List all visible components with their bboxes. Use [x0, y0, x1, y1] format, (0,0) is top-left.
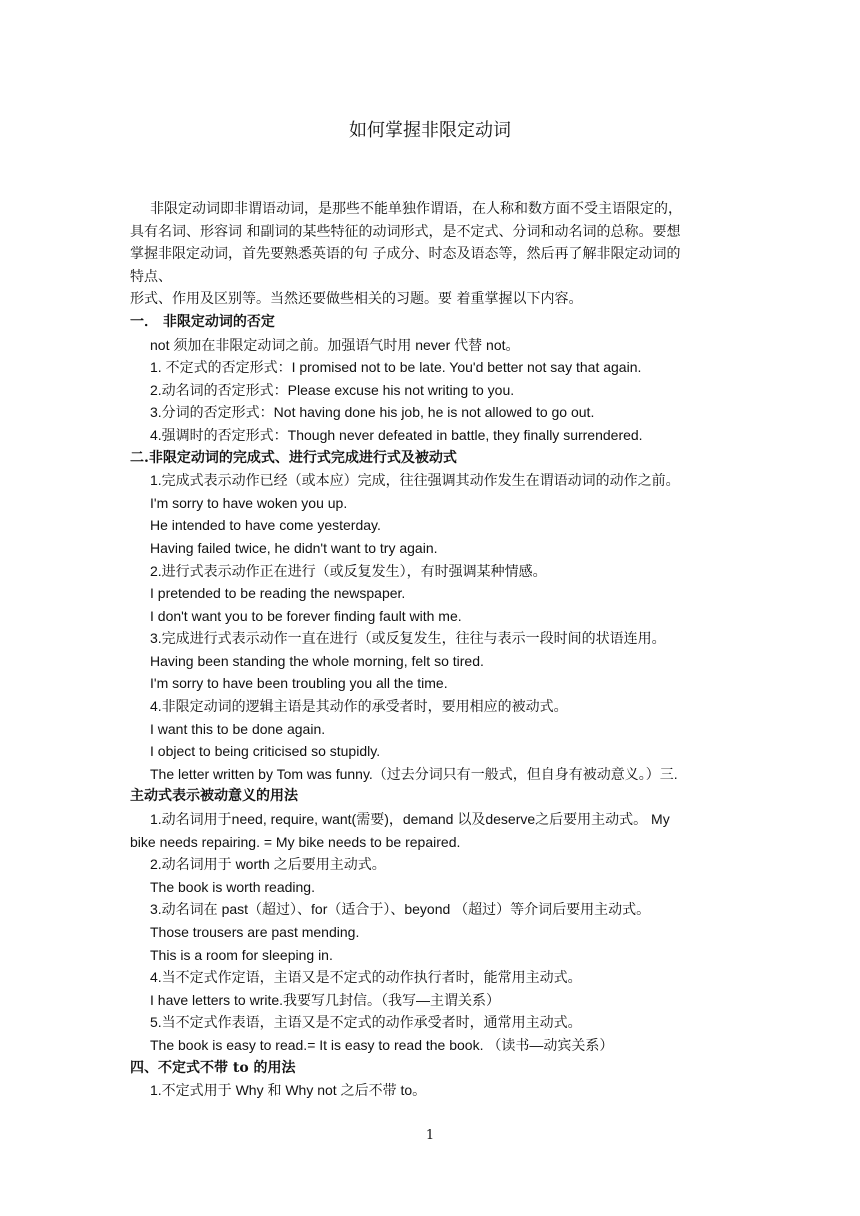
body-line: 2.动名词的否定形式：Please excuse his not writing to you.	[150, 381, 515, 398]
document-body	[130, 198, 730, 1102]
body-line: Those trousers are past mending.	[150, 924, 360, 940]
document-title: 如何掌握非限定动词	[349, 120, 511, 141]
body-line: 1.完成式表示动作已经（或本应）完成，往往强调其动作发生在谓语动词的动作之前。	[150, 472, 680, 489]
intro-line: 形式、作用及区别等。当然还要做些相关的习题。要 着重掌握以下内容。	[130, 291, 583, 308]
body-line: Having failed twice, he didn't want to try again.	[150, 539, 438, 556]
body-line: This is a room for sleeping in.	[150, 946, 333, 963]
body-line: 5.当不定式作表语，主语又是不定式的动作承受者时，通常用主动式。	[150, 1014, 582, 1031]
body-line: 1.不定式用于 Why 和 Why not 之后不带 to。	[150, 1082, 427, 1099]
body-line: 1. 不定式的否定形式：I promised not to be late. You'd better not say that again.	[150, 359, 642, 376]
section-heading: 四、不定式不带 to 的用法	[130, 1059, 296, 1076]
section-heading: 主动式表示被动意义的用法	[130, 788, 298, 805]
body-line: 4.强调时的否定形式：Though never defeated in battle, they finally surrendered.	[150, 426, 643, 443]
body-line: 2.动名词用于 worth 之后要用主动式。	[150, 856, 386, 873]
page-number: 1	[425, 1128, 435, 1143]
intro-line: 非限定动词即非谓语动词，是那些不能单独作谓语，在人称和数方面不受主语限定的，	[150, 201, 682, 217]
body-line: I'm sorry to have woken you up.	[150, 494, 348, 511]
body-line: 3.完成进行式表示动作一直在进行（或反复发生，往往与表示一段时间的状语连用。	[150, 630, 666, 647]
body-line: The book is worth reading.	[150, 878, 315, 895]
intro-line: 具有名词、形容词 和副词的某些特征的动词形式，是不定式、分词和动名词的总称。要想	[130, 223, 681, 240]
body-line: I'm sorry to have been troubling you all the time.	[150, 675, 448, 692]
body-line: 1.动名词用于need, require, want(需要)，demand 以及deserve之后要用主动式。 My	[150, 811, 670, 828]
body-line: I want this to be done again.	[150, 720, 326, 737]
body-line: Having been standing the whole morning, felt so tired.	[150, 652, 484, 669]
intro-line: 掌握非限定动词，首先要熟悉英语的句 子成分、时态及语态等，然后再了解非限定动词的	[130, 246, 681, 263]
body-line: I object to being criticised so stupidly.	[150, 743, 381, 760]
body-line: bike needs repairing. = My bike needs to be repaired.	[130, 833, 461, 850]
body-line: 3.分词的否定形式：Not having done his job, he is not allowed to go out.	[150, 404, 595, 421]
body-line: He intended to have come yesterday.	[150, 517, 381, 534]
body-line: 3.动名词在 past（超过）、for（适合于）、beyond （超过）等介词后要用主动式。	[150, 901, 651, 918]
body-line: 4.非限定动词的逻辑主语是其动作的承受者时，要用相应的被动式。	[150, 698, 568, 715]
body-line: I have letters to write.我要写几封信。（我写—主谓关系）	[150, 991, 501, 1008]
body-line: 2.进行式表示动作正在进行（或反复发生），有时强调某种情感。	[150, 562, 547, 579]
body-line: The book is easy to read.= It is easy to read the book. （读书—动宾关系）	[150, 1036, 614, 1053]
section-heading: 二.非限定动词的完成式、进行式完成进行式及被动式	[130, 449, 457, 466]
body-line: I pretended to be reading the newspaper.	[150, 585, 406, 602]
section-heading: 一． 非限定动词的否定	[130, 313, 275, 330]
body-line: not 须加在非限定动词之前。加强语气时用 never 代替 not。	[150, 336, 520, 353]
intro-line: 特点、	[130, 268, 172, 285]
body-line: The letter written by Tom was funny.（过去分词只有一般式，但自身有被动意义。）三.	[150, 765, 678, 782]
body-line: 4.当不定式作定语，主语又是不定式的动作执行者时，能常用主动式。	[150, 969, 582, 986]
body-line: I don't want you to be forever finding fault with me.	[150, 607, 462, 624]
